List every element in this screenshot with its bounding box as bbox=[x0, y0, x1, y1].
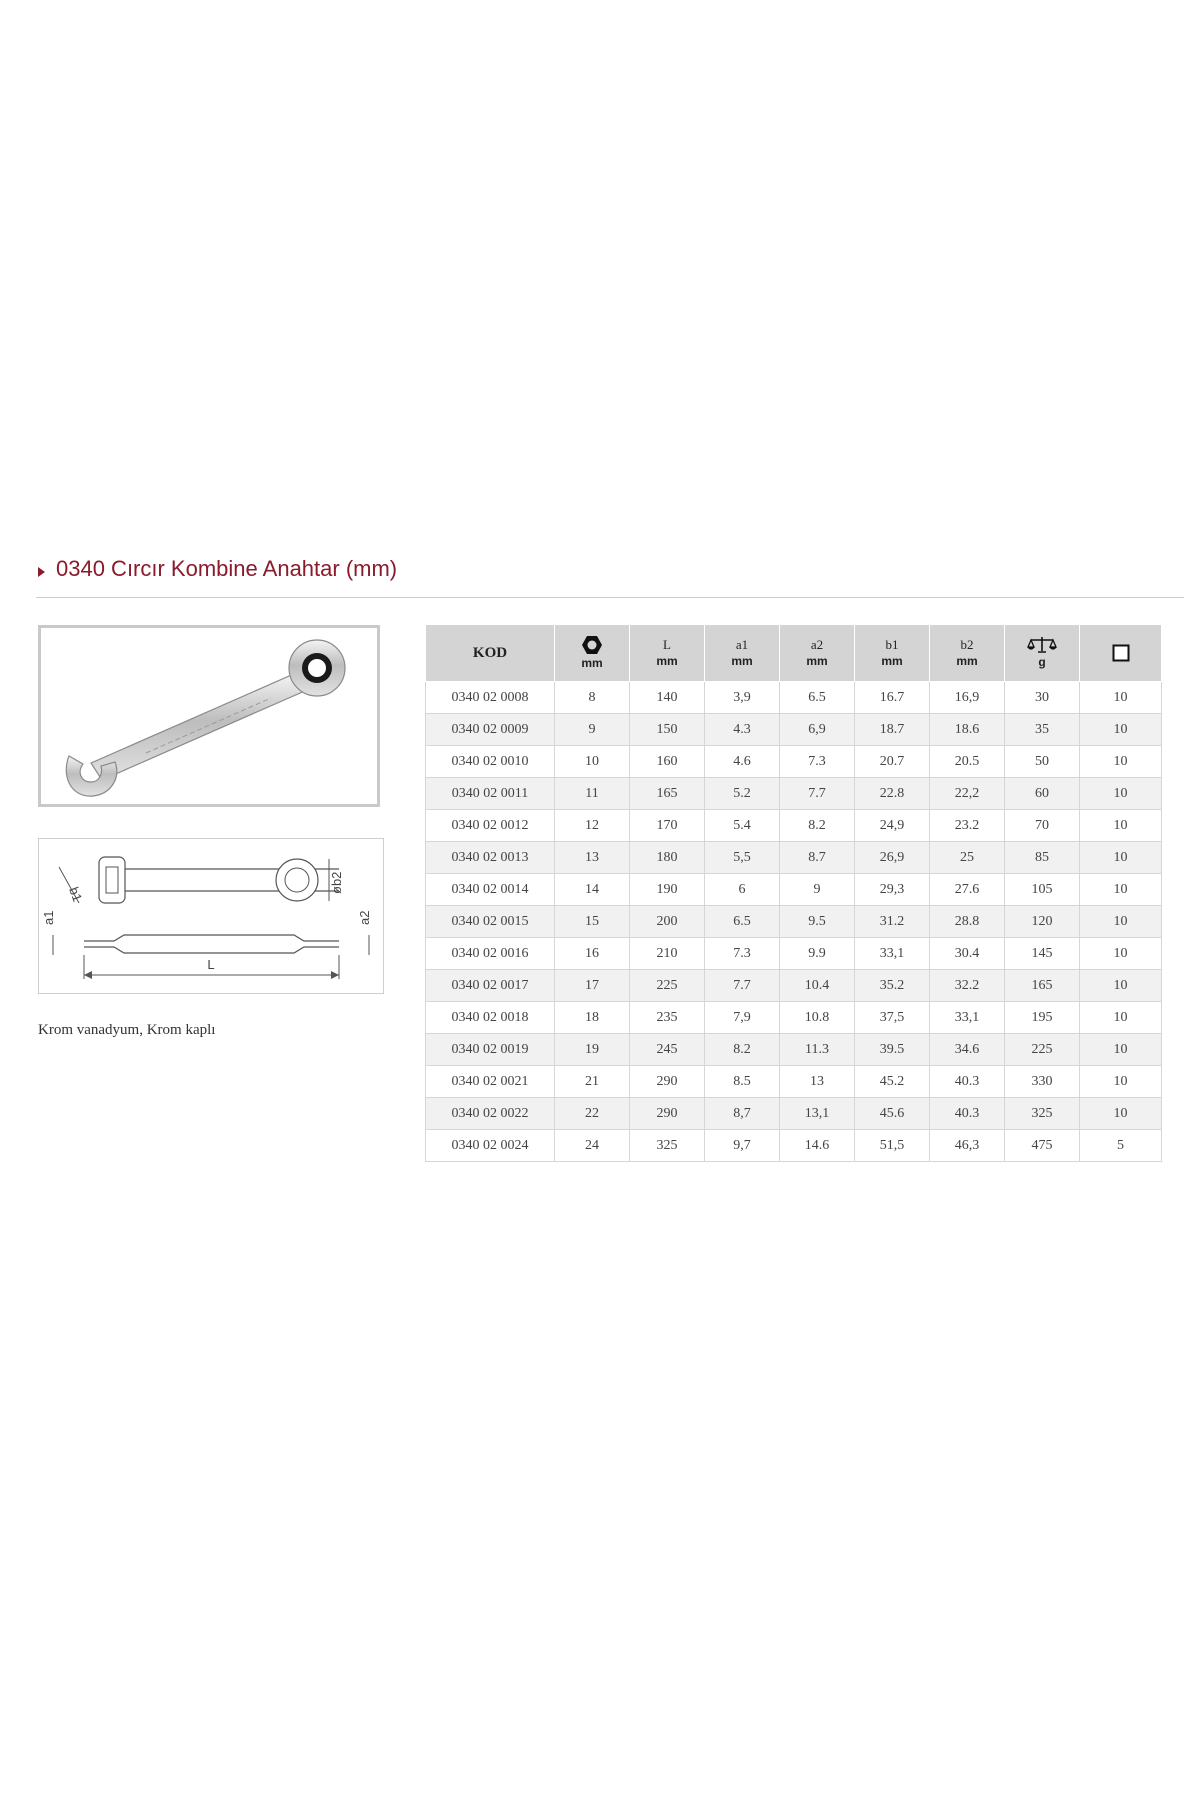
dimension-diagram bbox=[38, 838, 384, 994]
label-a1: a1 bbox=[41, 910, 56, 925]
cell-kod: 0340 02 0024 bbox=[426, 1130, 555, 1162]
table-row bbox=[426, 810, 1162, 842]
header-size-unit: mm bbox=[581, 656, 603, 670]
table-row bbox=[426, 778, 1162, 810]
header-b2 bbox=[930, 625, 1005, 682]
label-b2: øb2 bbox=[329, 871, 344, 894]
cell-weight: 325 bbox=[1005, 1098, 1080, 1130]
cell-length: 140 bbox=[630, 682, 705, 714]
material-note: Krom vanadyum, Krom kaplı bbox=[38, 1022, 216, 1038]
table-row bbox=[426, 906, 1162, 938]
cell-size: 8 bbox=[555, 682, 630, 714]
cell-a2: 7.3 bbox=[780, 746, 855, 778]
cell-length: 180 bbox=[630, 842, 705, 874]
cell-size: 22 bbox=[555, 1098, 630, 1130]
cell-package-qty: 10 bbox=[1080, 810, 1162, 842]
cell-a1: 7.7 bbox=[705, 970, 780, 1002]
cell-weight: 120 bbox=[1005, 906, 1080, 938]
table-row bbox=[426, 842, 1162, 874]
cell-length: 235 bbox=[630, 1002, 705, 1034]
cell-b1: 26,9 bbox=[855, 842, 930, 874]
cell-b2: 34.6 bbox=[930, 1034, 1005, 1066]
table-header-row bbox=[426, 625, 1162, 682]
cell-a1: 6.5 bbox=[705, 906, 780, 938]
cell-size: 17 bbox=[555, 970, 630, 1002]
label-a2: a2 bbox=[357, 910, 372, 925]
table-row bbox=[426, 874, 1162, 906]
cell-length: 225 bbox=[630, 970, 705, 1002]
cell-kod: 0340 02 0021 bbox=[426, 1066, 555, 1098]
cell-weight: 105 bbox=[1005, 874, 1080, 906]
cell-b1: 18.7 bbox=[855, 714, 930, 746]
cell-a2: 8.7 bbox=[780, 842, 855, 874]
cell-weight: 145 bbox=[1005, 938, 1080, 970]
header-a1 bbox=[705, 625, 780, 682]
package-box-icon bbox=[1112, 644, 1130, 662]
cell-a1: 7,9 bbox=[705, 1002, 780, 1034]
header-kod bbox=[426, 625, 555, 682]
cell-a1: 5,5 bbox=[705, 842, 780, 874]
header-a2-unit: mm bbox=[806, 654, 828, 668]
cell-b2: 23.2 bbox=[930, 810, 1005, 842]
cell-a1: 5.2 bbox=[705, 778, 780, 810]
cell-a1: 8.2 bbox=[705, 1034, 780, 1066]
table-row bbox=[426, 746, 1162, 778]
header-weight bbox=[1005, 625, 1080, 682]
cell-a1: 7.3 bbox=[705, 938, 780, 970]
cell-size: 15 bbox=[555, 906, 630, 938]
cell-weight: 30 bbox=[1005, 682, 1080, 714]
table-row bbox=[426, 1130, 1162, 1162]
cell-kod: 0340 02 0014 bbox=[426, 874, 555, 906]
wrench-dimension-drawing bbox=[39, 839, 383, 993]
header-package bbox=[1080, 625, 1162, 682]
cell-a1: 6 bbox=[705, 874, 780, 906]
cell-package-qty: 10 bbox=[1080, 778, 1162, 810]
cell-size: 13 bbox=[555, 842, 630, 874]
label-b1: b1 bbox=[66, 884, 86, 904]
cell-package-qty: 10 bbox=[1080, 1066, 1162, 1098]
cell-a1: 4.6 bbox=[705, 746, 780, 778]
cell-a2: 7.7 bbox=[780, 778, 855, 810]
cell-length: 190 bbox=[630, 874, 705, 906]
cell-package-qty: 10 bbox=[1080, 938, 1162, 970]
header-weight-unit: g bbox=[1038, 655, 1046, 669]
cell-package-qty: 10 bbox=[1080, 1002, 1162, 1034]
cell-b1: 22.8 bbox=[855, 778, 930, 810]
cell-b2: 40.3 bbox=[930, 1066, 1005, 1098]
header-b1-unit: mm bbox=[881, 654, 903, 668]
cell-a1: 9,7 bbox=[705, 1130, 780, 1162]
balance-scale-icon bbox=[1027, 636, 1057, 654]
cell-size: 19 bbox=[555, 1034, 630, 1066]
cell-length: 290 bbox=[630, 1066, 705, 1098]
cell-kod: 0340 02 0016 bbox=[426, 938, 555, 970]
cell-length: 150 bbox=[630, 714, 705, 746]
header-kod-label: KOD bbox=[472, 645, 508, 661]
hexagon-nut-icon bbox=[581, 635, 603, 655]
cell-a2: 14.6 bbox=[780, 1130, 855, 1162]
table-row bbox=[426, 938, 1162, 970]
cell-a2: 13,1 bbox=[780, 1098, 855, 1130]
cell-a1: 3,9 bbox=[705, 682, 780, 714]
cell-kod: 0340 02 0022 bbox=[426, 1098, 555, 1130]
header-a2 bbox=[780, 625, 855, 682]
cell-length: 245 bbox=[630, 1034, 705, 1066]
header-b1-label: b1 bbox=[885, 637, 899, 652]
section-title: 0340 Cırcır Kombine Anahtar (mm) bbox=[56, 556, 398, 581]
cell-b1: 24,9 bbox=[855, 810, 930, 842]
cell-size: 16 bbox=[555, 938, 630, 970]
cell-kod: 0340 02 0009 bbox=[426, 714, 555, 746]
cell-size: 14 bbox=[555, 874, 630, 906]
cell-b2: 25 bbox=[930, 842, 1005, 874]
cell-a2: 9.9 bbox=[780, 938, 855, 970]
cell-weight: 35 bbox=[1005, 714, 1080, 746]
cell-package-qty: 10 bbox=[1080, 1034, 1162, 1066]
cell-size: 12 bbox=[555, 810, 630, 842]
cell-a2: 9.5 bbox=[780, 906, 855, 938]
cell-b2: 20.5 bbox=[930, 746, 1005, 778]
cell-package-qty: 10 bbox=[1080, 746, 1162, 778]
cell-length: 170 bbox=[630, 810, 705, 842]
cell-a1: 8.5 bbox=[705, 1066, 780, 1098]
table-row bbox=[426, 1066, 1162, 1098]
cell-a2: 6.5 bbox=[780, 682, 855, 714]
cell-b2: 22,2 bbox=[930, 778, 1005, 810]
cell-length: 290 bbox=[630, 1098, 705, 1130]
cell-a1: 8,7 bbox=[705, 1098, 780, 1130]
ratchet-wrench-image bbox=[41, 628, 377, 804]
cell-weight: 85 bbox=[1005, 842, 1080, 874]
cell-kod: 0340 02 0019 bbox=[426, 1034, 555, 1066]
cell-b1: 51,5 bbox=[855, 1130, 930, 1162]
cell-size: 24 bbox=[555, 1130, 630, 1162]
cell-b2: 46,3 bbox=[930, 1130, 1005, 1162]
cell-a2: 10.8 bbox=[780, 1002, 855, 1034]
cell-b1: 39.5 bbox=[855, 1034, 930, 1066]
header-b2-unit: mm bbox=[956, 654, 978, 668]
spec-table bbox=[425, 624, 1162, 1162]
cell-b2: 40.3 bbox=[930, 1098, 1005, 1130]
header-a2-label: a2 bbox=[810, 637, 824, 652]
cell-a1: 5.4 bbox=[705, 810, 780, 842]
cell-weight: 225 bbox=[1005, 1034, 1080, 1066]
cell-package-qty: 10 bbox=[1080, 1098, 1162, 1130]
cell-b2: 28.8 bbox=[930, 906, 1005, 938]
cell-package-qty: 10 bbox=[1080, 714, 1162, 746]
cell-a1: 4.3 bbox=[705, 714, 780, 746]
cell-weight: 165 bbox=[1005, 970, 1080, 1002]
header-length bbox=[630, 625, 705, 682]
cell-kod: 0340 02 0017 bbox=[426, 970, 555, 1002]
cell-kod: 0340 02 0010 bbox=[426, 746, 555, 778]
cell-b1: 31.2 bbox=[855, 906, 930, 938]
cell-a2: 10.4 bbox=[780, 970, 855, 1002]
table-row bbox=[426, 714, 1162, 746]
cell-size: 18 bbox=[555, 1002, 630, 1034]
cell-b2: 27.6 bbox=[930, 874, 1005, 906]
cell-weight: 50 bbox=[1005, 746, 1080, 778]
cell-kod: 0340 02 0018 bbox=[426, 1002, 555, 1034]
cell-package-qty: 10 bbox=[1080, 842, 1162, 874]
cell-b1: 20.7 bbox=[855, 746, 930, 778]
cell-a2: 11.3 bbox=[780, 1034, 855, 1066]
cell-b1: 29,3 bbox=[855, 874, 930, 906]
table-row bbox=[426, 1034, 1162, 1066]
cell-weight: 195 bbox=[1005, 1002, 1080, 1034]
cell-b2: 33,1 bbox=[930, 1002, 1005, 1034]
cell-size: 21 bbox=[555, 1066, 630, 1098]
cell-length: 200 bbox=[630, 906, 705, 938]
cell-size: 10 bbox=[555, 746, 630, 778]
header-b1 bbox=[855, 625, 930, 682]
cell-b1: 35.2 bbox=[855, 970, 930, 1002]
cell-package-qty: 10 bbox=[1080, 874, 1162, 906]
cell-package-qty: 10 bbox=[1080, 682, 1162, 714]
cell-kod: 0340 02 0015 bbox=[426, 906, 555, 938]
title-divider bbox=[36, 597, 1184, 598]
header-a1-label: a1 bbox=[735, 637, 749, 652]
cell-b2: 16,9 bbox=[930, 682, 1005, 714]
header-length-label: L bbox=[663, 637, 671, 652]
header-size bbox=[555, 625, 630, 682]
cell-a2: 9 bbox=[780, 874, 855, 906]
cell-b2: 18.6 bbox=[930, 714, 1005, 746]
cell-kod: 0340 02 0012 bbox=[426, 810, 555, 842]
table-row bbox=[426, 1002, 1162, 1034]
table-row bbox=[426, 682, 1162, 714]
table-row bbox=[426, 1098, 1162, 1130]
product-photo bbox=[38, 625, 380, 807]
cell-weight: 475 bbox=[1005, 1130, 1080, 1162]
cell-kod: 0340 02 0008 bbox=[426, 682, 555, 714]
cell-weight: 330 bbox=[1005, 1066, 1080, 1098]
cell-b1: 45.2 bbox=[855, 1066, 930, 1098]
header-b2-label: b2 bbox=[960, 637, 974, 652]
cell-length: 210 bbox=[630, 938, 705, 970]
cell-b1: 33,1 bbox=[855, 938, 930, 970]
section-header bbox=[36, 554, 1184, 594]
spec-table-body bbox=[426, 682, 1162, 1162]
cell-size: 9 bbox=[555, 714, 630, 746]
cell-b2: 30.4 bbox=[930, 938, 1005, 970]
cell-length: 325 bbox=[630, 1130, 705, 1162]
cell-length: 160 bbox=[630, 746, 705, 778]
cell-kod: 0340 02 0013 bbox=[426, 842, 555, 874]
cell-weight: 70 bbox=[1005, 810, 1080, 842]
header-length-unit: mm bbox=[656, 654, 678, 668]
cell-package-qty: 10 bbox=[1080, 906, 1162, 938]
cell-length: 165 bbox=[630, 778, 705, 810]
cell-b1: 16.7 bbox=[855, 682, 930, 714]
cell-b1: 45.6 bbox=[855, 1098, 930, 1130]
cell-size: 11 bbox=[555, 778, 630, 810]
table-row bbox=[426, 970, 1162, 1002]
label-L: L bbox=[207, 957, 215, 972]
cell-weight: 60 bbox=[1005, 778, 1080, 810]
cell-a2: 8.2 bbox=[780, 810, 855, 842]
header-a1-unit: mm bbox=[731, 654, 753, 668]
cell-a2: 6,9 bbox=[780, 714, 855, 746]
triangle-bullet-icon bbox=[38, 567, 45, 577]
cell-kod: 0340 02 0011 bbox=[426, 778, 555, 810]
cell-b2: 32.2 bbox=[930, 970, 1005, 1002]
cell-b1: 37,5 bbox=[855, 1002, 930, 1034]
cell-package-qty: 5 bbox=[1080, 1130, 1162, 1162]
cell-package-qty: 10 bbox=[1080, 970, 1162, 1002]
cell-a2: 13 bbox=[780, 1066, 855, 1098]
